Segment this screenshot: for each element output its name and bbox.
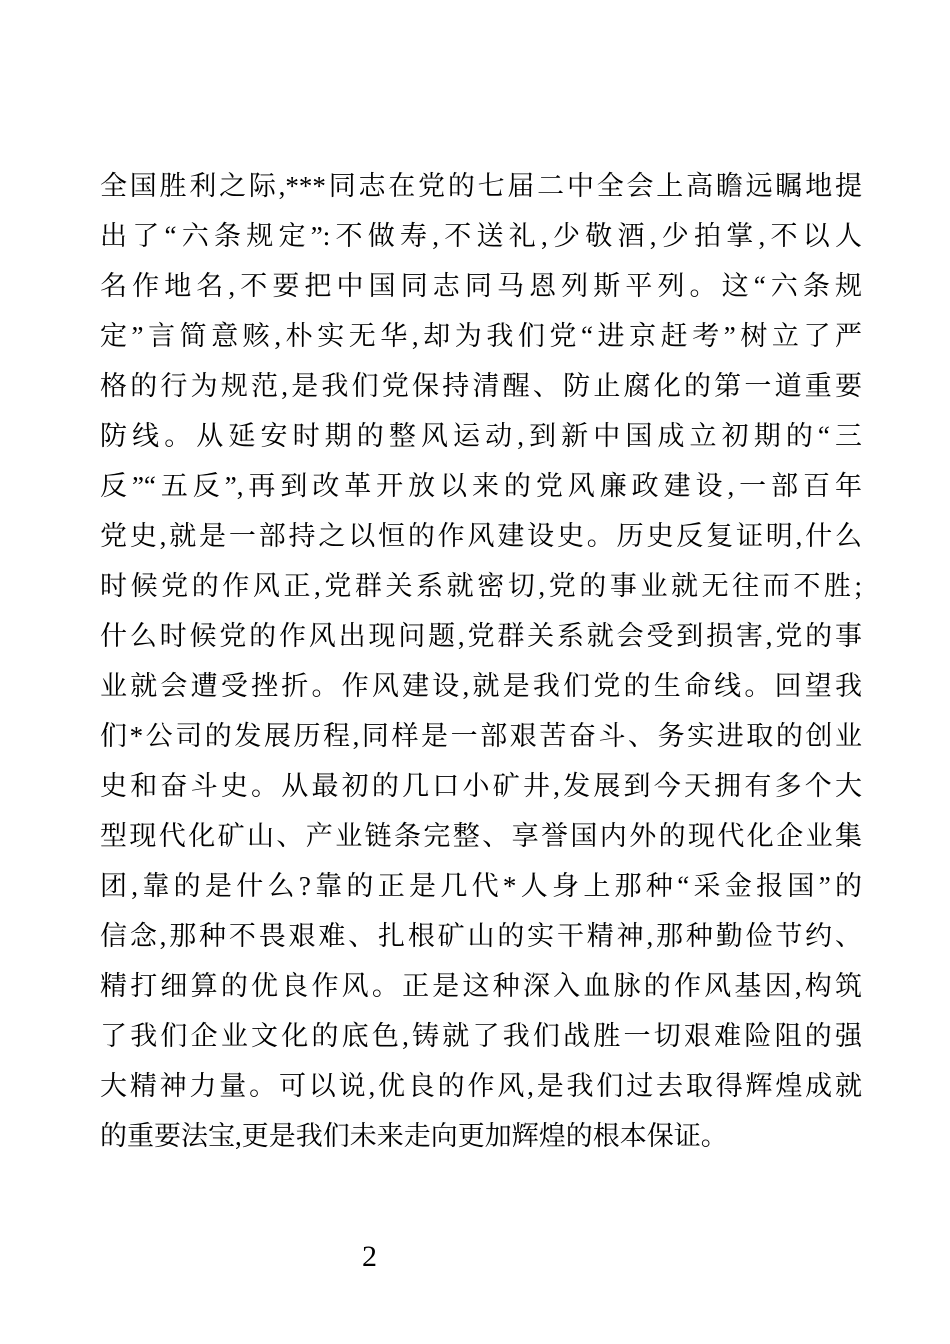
text-line: 团,靠的是什么?靠的正是几代*人身上那种“采金报国”的 — [100, 871, 862, 901]
page-footer — [0, 1241, 950, 1291]
text-line: 型现代化矿山、产业链条完整、享誉国内外的现代化企业集 — [100, 821, 862, 851]
text-line: 反”“五反”,再到改革开放以来的党风廉政建设,一部百年 — [100, 471, 862, 501]
text-line: 出了“六条规定”:不做寿,不送礼,少敬酒,少拍掌,不以人 — [100, 221, 862, 251]
text-line: 业就会遭受挫折。作风建设,就是我们党的生命线。回望我 — [100, 671, 862, 701]
text-line: 名作地名,不要把中国同志同马恩列斯平列。这“六条规 — [100, 271, 862, 301]
page-number: 2 — [362, 1240, 377, 1273]
text-line: 什么时候党的作风出现问题,党群关系就会受到损害,党的事 — [100, 621, 862, 651]
text-line: 了我们企业文化的底色,铸就了我们战胜一切艰难险阻的强 — [100, 1021, 862, 1051]
text-line: 党史,就是一部持之以恒的作风建设史。历史反复证明,什么 — [100, 521, 862, 551]
text-line: 精打细算的优良作风。正是这种深入血脉的作风基因,构筑 — [100, 971, 862, 1001]
text-line: 定”言简意赅,朴实无华,却为我们党“进京赶考”树立了严 — [100, 321, 862, 351]
text-line: 大精神力量。可以说,优良的作风,是我们过去取得辉煌成就 — [100, 1071, 862, 1101]
text-line: 时候党的作风正,党群关系就密切,党的事业就无往而不胜; — [100, 571, 862, 601]
text-line: 防线。从延安时期的整风运动,到新中国成立初期的“三 — [100, 421, 862, 451]
text-line: 全国胜利之际,***同志在党的七届二中全会上高瞻远瞩地提 — [100, 171, 862, 201]
paragraph-continuation — [100, 161, 862, 1161]
text-line: 的重要法宝,更是我们未来走向更加辉煌的根本保证。 — [100, 1121, 728, 1151]
text-line: 信念,那种不畏艰难、扎根矿山的实干精神,那种勤俭节约、 — [100, 921, 862, 951]
text-line: 格的行为规范,是我们党保持清醒、防止腐化的第一道重要 — [100, 371, 862, 401]
text-line: 们*公司的发展历程,同样是一部艰苦奋斗、务实进取的创业 — [100, 721, 862, 751]
text-line: 史和奋斗史。从最初的几口小矿井,发展到今天拥有多个大 — [100, 771, 862, 801]
